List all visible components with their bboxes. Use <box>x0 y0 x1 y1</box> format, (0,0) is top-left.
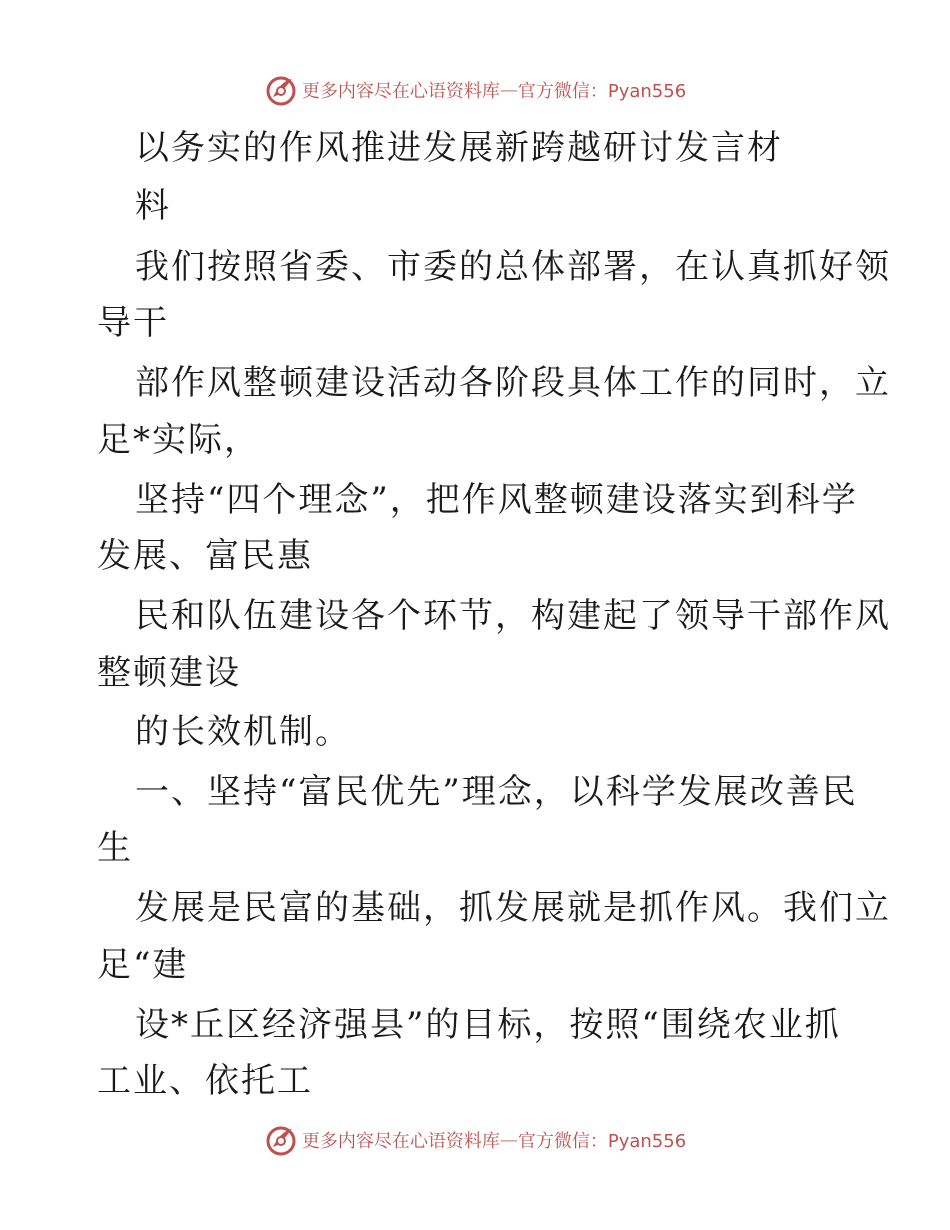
footer-watermark <box>0 1120 950 1160</box>
doc-text-line: 我们按照省委、市委的总体部署，在认真抓好领 <box>135 247 891 287</box>
watermark-main-text: 更多内容尽在心语资料库 <box>301 1131 500 1152</box>
doc-text-line: 足“建 <box>97 945 189 985</box>
doc-text-line: 部作风整顿建设活动各阶段具体工作的同时，立 <box>135 363 891 403</box>
doc-text-line: 民和队伍建设各个环节，构建起了领导干部作风 <box>135 596 891 636</box>
doc-title-line-1: 以务实的作风推进发展新跨越研讨发言材 <box>135 128 783 168</box>
doc-text-line: 的长效机制。 <box>135 712 351 752</box>
watermark-contact-text: 官方微信：Pyan556 <box>517 1131 687 1152</box>
header-watermark <box>0 70 950 110</box>
watermark-main-text: 更多内容尽在心语资料库 <box>301 81 500 102</box>
doc-title-line-2: 料 <box>135 186 171 226</box>
doc-text-line: 发展、富民惠 <box>97 536 313 576</box>
doc-heading-line: 一、坚持“富民优先”理念，以科学发展改善民 <box>135 772 858 812</box>
doc-text-line: 发展是民富的基础，抓发展就是抓作风。我们立 <box>135 888 891 928</box>
doc-text-line: 坚持“四个理念”，把作风整顿建设落实到科学 <box>135 480 858 520</box>
doc-text-line: 整顿建设 <box>97 653 241 693</box>
doc-text-line: 导干 <box>97 303 169 343</box>
watermark-dash: — <box>499 79 518 101</box>
watermark-dash: — <box>499 1129 518 1151</box>
brush-logo-icon <box>264 1123 298 1157</box>
doc-text-line: 设*丘区经济强县”的目标，按照“围绕农业抓 <box>135 1005 841 1045</box>
watermark-contact-text: 官方微信：Pyan556 <box>517 81 687 102</box>
doc-text-line: 足*实际， <box>97 420 260 460</box>
doc-heading-line: 生 <box>97 828 133 868</box>
brush-logo-icon <box>264 73 298 107</box>
doc-text-line: 工业、依托工 <box>97 1061 313 1101</box>
